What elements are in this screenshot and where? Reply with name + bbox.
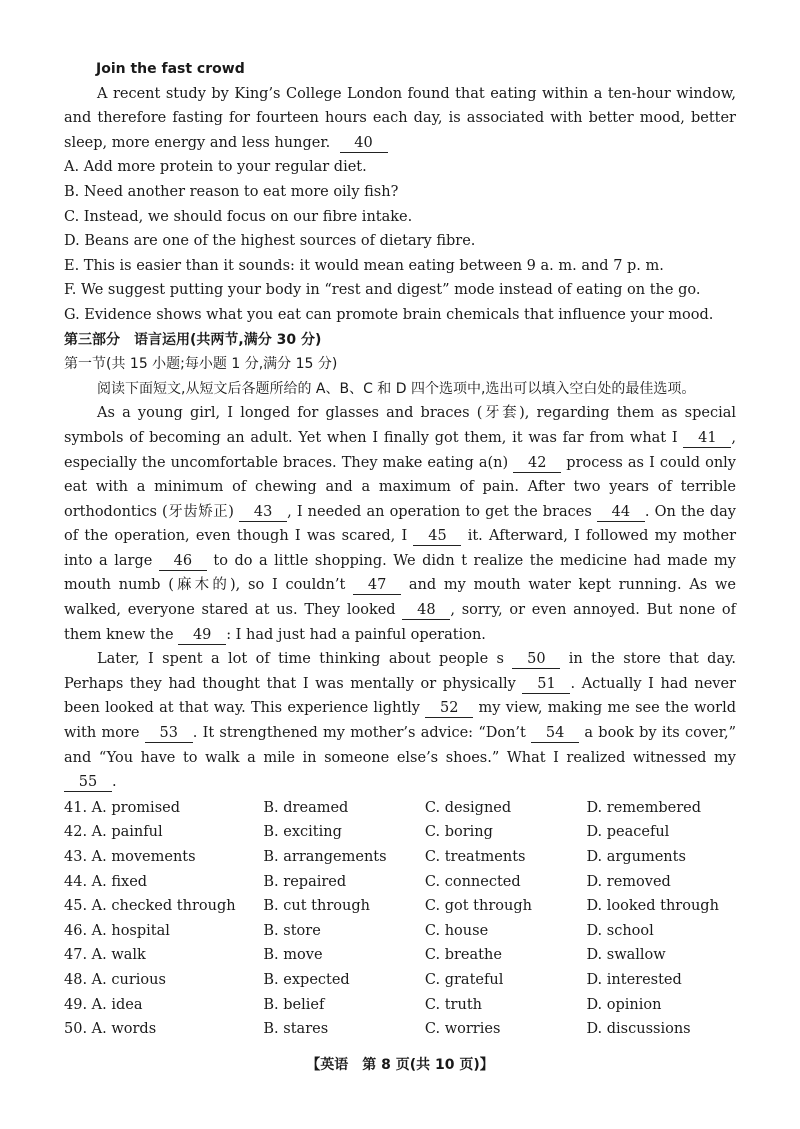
choice-a: 46. A. hospital (64, 922, 170, 939)
cloze-text: a book by its cover,” and “You have to walk a mile in someone else’s shoes.” What I realized witnessed my (64, 725, 736, 766)
choice-c: C. treatments (424, 849, 526, 865)
cloze-text: to do a little shopping. We didn t realize the medicine had made my mouth numb (麻木的), so I couldn’t (64, 552, 736, 594)
cloze-text: , especially the uncomfortable braces. They make eating a(n) (64, 429, 736, 471)
blank-49: 49 (178, 626, 226, 645)
choice-row-45 (64, 894, 736, 919)
choice-c: C. house (424, 922, 489, 939)
choice-a: 44. A. fixed (64, 873, 148, 890)
option-a: A. Add more protein to your regular diet. (64, 159, 367, 176)
choice-d: D. school (586, 922, 654, 939)
option-b: B. Need another reason to eat more oily fish? (64, 183, 399, 200)
choice-a: 41. A. promised (64, 799, 180, 816)
choice-b: B. arrangements (263, 849, 387, 865)
cloze-text: . (112, 774, 117, 791)
choice-d: D. remembered (586, 799, 702, 816)
choice-row-46 (64, 919, 736, 944)
cloze-text: my view, making me see the world with more (64, 700, 736, 742)
blank-42: 42 (513, 454, 561, 473)
choice-b: B. store (263, 922, 321, 939)
choice-b: B. move (263, 947, 323, 964)
cloze-text: . Actually I had never been looked at that way. This experience lightly (64, 675, 736, 717)
cloze-text: As a young girl, I longed for glasses and braces (牙套), regarding them as special symbols of becoming an adult. Yet when I finally got them, it was far from what I (64, 405, 736, 446)
choice-row-50 (64, 1017, 736, 1042)
cloze-paragraph-2 (64, 647, 736, 795)
blank-47: 47 (353, 576, 401, 595)
blank-46: 46 (159, 552, 207, 571)
cloze-text: it. Afterward, I followed my mother into a large (64, 528, 737, 569)
cloze-text: process as I could only eat with a minimum of chewing and a maximum of pain. After two years of terrible orthodontics (牙齿矫正) (64, 454, 736, 520)
blank-53: 53 (145, 724, 193, 743)
option-list (64, 155, 736, 327)
choice-d: D. arguments (586, 849, 686, 865)
choice-b: B. stares (263, 1021, 329, 1038)
option-c: C. Instead, we should focus on our fibre intake. (64, 208, 413, 225)
cloze-text: . It strengthened my mother’s advice: “Don’t (192, 725, 532, 742)
choice-b: B. exciting (263, 824, 342, 841)
choice-d: D. interested (586, 971, 682, 988)
cloze-text: , I needed an operation to get the braces (287, 503, 597, 520)
choice-d: D. removed (586, 873, 671, 890)
choice-row-41 (64, 796, 736, 821)
choice-b: B. belief (263, 996, 325, 1013)
blank-51: 51 (522, 675, 570, 694)
blank-43: 43 (239, 503, 287, 522)
choice-b: B. expected (263, 971, 350, 988)
choice-d: D. discussions (586, 1021, 691, 1038)
page-footer: 【英语 第 8 页(共 10 页)】 (306, 1057, 494, 1073)
section-instruction: 阅读下面短文,从短文后各题所给的 A、B、C 和 D 四个选项中,选出可以填入空白处的最佳选项。 (97, 380, 696, 397)
blank-48: 48 (402, 601, 450, 620)
choice-a: 45. A. checked through (64, 898, 236, 915)
blank-55: 55 (64, 773, 112, 792)
choice-row-42 (64, 820, 736, 845)
blank-44: 44 (597, 503, 645, 522)
passage-title: Join the fast crowd (96, 61, 245, 77)
choice-row-48 (64, 968, 736, 993)
cloze-text: : I had just had a painful operation. (226, 626, 486, 643)
answer-choices (64, 796, 736, 1042)
choice-c: C. breathe (424, 947, 502, 964)
cloze-text: and my mouth water kept running. As we walked, everyone stared at us. They looked (64, 577, 736, 619)
choice-a: 47. A. walk (64, 947, 146, 964)
choice-c: C. boring (424, 824, 493, 841)
choice-d: D. peaceful (586, 824, 670, 841)
choice-b: B. cut through (263, 898, 370, 915)
cloze-text: in the store that day. Perhaps they had thought that I was mentally or physically (64, 651, 736, 692)
choice-row-47 (64, 943, 736, 968)
blank-54: 54 (531, 724, 579, 743)
choice-a: 48. A. curious (64, 971, 166, 988)
option-d: D. Beans are one of the highest sources of dietary fibre. (64, 233, 476, 250)
blank-41: 41 (683, 429, 731, 448)
option-f: F. We suggest putting your body in “rest and digest” mode instead of eating on the go. (64, 282, 701, 299)
choice-row-44 (64, 870, 736, 895)
choice-c: C. connected (424, 873, 521, 890)
choice-c: C. truth (424, 996, 482, 1013)
choice-row-49 (64, 993, 736, 1018)
choice-b: B. dreamed (263, 799, 349, 816)
choice-d: D. swallow (586, 947, 666, 964)
cloze-text: Later, I spent a lot of time thinking about people s (97, 651, 513, 668)
blank-45: 45 (413, 527, 461, 546)
choice-c: C. worries (424, 1021, 501, 1038)
choice-a: 43. A. movements (64, 849, 196, 865)
cloze-paragraph-1 (64, 401, 736, 647)
choice-a: 42. A. painful (64, 824, 163, 841)
option-g: G. Evidence shows what you eat can promote brain chemicals that influence your mood. (64, 306, 714, 323)
section-heading: 第三部分 语言运用(共两节,满分 30 分) (64, 331, 322, 348)
choice-c: C. grateful (424, 971, 504, 988)
choice-d: D. opinion (586, 996, 662, 1013)
choice-a: 50. A. words (64, 1021, 157, 1038)
choice-b: B. repaired (263, 873, 347, 890)
choice-c: C. designed (424, 799, 512, 816)
section-subheading: 第一节(共 15 小题;每小题 1 分,满分 15 分) (64, 356, 338, 373)
option-e: E. This is easier than it sounds: it would mean eating between 9 a. m. and 7 p. m. (64, 257, 664, 274)
cloze-text: , sorry, or even annoyed. But none of them knew the (64, 602, 736, 643)
blank-50: 50 (512, 650, 560, 669)
choice-c: C. got through (424, 898, 532, 915)
blank-52: 52 (425, 699, 473, 718)
blank-40: 40 (340, 134, 388, 153)
intro-text: A recent study by King’s College London found that eating within a ten-hour window, and therefore fasting for fourteen hours each day, is associated with better mood, better sleep, more energy and less hunger. (64, 85, 736, 151)
cloze-text: . On the day of the operation, even though I was scared, I (64, 503, 736, 545)
choice-d: D. looked through (586, 898, 719, 915)
choice-row-43 (64, 845, 736, 870)
choice-a: 49. A. idea (64, 996, 143, 1013)
intro-paragraph (64, 82, 736, 156)
